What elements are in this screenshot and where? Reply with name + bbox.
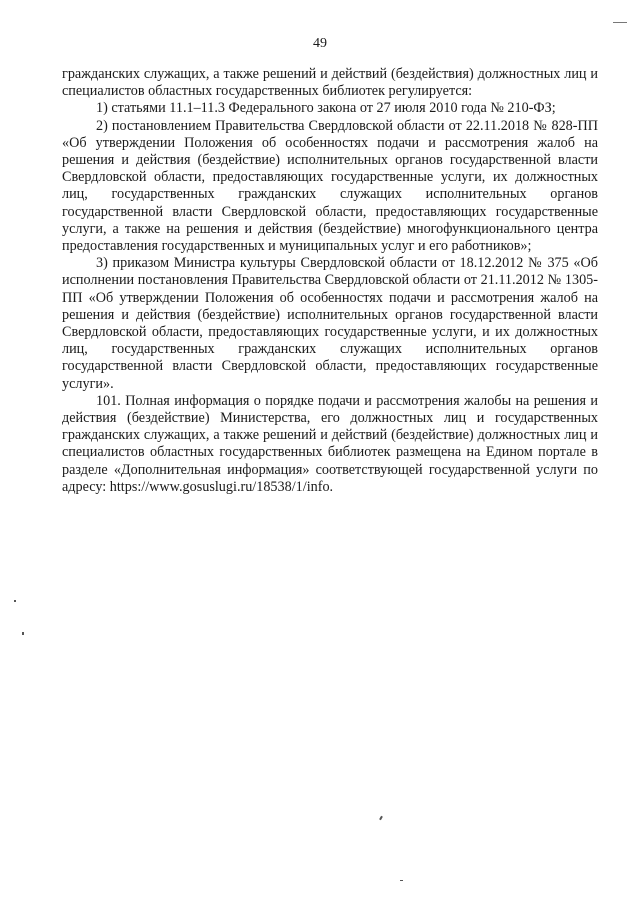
scan-speck <box>400 880 403 881</box>
scan-speck <box>22 632 24 635</box>
document-body <box>62 66 598 496</box>
scan-speck <box>14 600 16 602</box>
paragraph-continuation: гражданских служащих, а также решений и действий (бездействия) должностных лиц и специалистов областных государственных библиотек регулируется: <box>62 66 598 100</box>
paragraph-item-1: 1) статьями 11.1–11.3 Федерального закона от 27 июля 2010 года № 210-ФЗ; <box>96 100 556 117</box>
paragraph-item-2: 2) постановлением Правительства Свердловской области от 22.11.2018 № 828-ПП «Об утверждении Положения об особенностях подачи и рассмотрения жалоб на решения и действия (бездействие) исполнительных органов государственной власти Свердловской области, предоставляющих государственные услуги, их должностных лиц, государственных гражданских служащих исполнительных органов государственной власти Свердловской области, предоставляющих государственные услуги, а также на решения и действия (бездействие) многофункционального центра предоставления государственных и муниципальных услуг и его работников»; <box>62 117 598 255</box>
scan-artifact-dash <box>613 22 627 23</box>
paragraph-101: 101. Полная информация о порядке подачи и рассмотрения жалобы на решения и действия (бездействие) Министерства, его должностных лиц и государственных гражданских служащих, а также решений и действий (бездействие) должностных лиц и специалистов областных государственных библиотек размещена на Едином портале в разделе «Дополнительная информация» соответствующей государственной услуги по адресу: https://www.gosuslugi.ru/18538/1/info. <box>62 392 598 495</box>
paragraph-item-3: 3) приказом Министра культуры Свердловской области от 18.12.2012 № 375 «Об исполнении постановления Правительства Свердловской области от 21.11.2012 № 1305-ПП «Об утверждении Положения об особенностях подачи и рассмотрения жалоб на решения и действия (бездействие) исполнительных органов государственной власти Свердловской области, предоставляющих государственные услуги, и их должностных лиц, государственных гражданских служащих исполнительных органов государственной власти Свердловской области, предоставляющих государственные услуги». <box>62 255 598 392</box>
scan-speck <box>379 816 383 820</box>
page-number: 49 <box>313 36 327 51</box>
